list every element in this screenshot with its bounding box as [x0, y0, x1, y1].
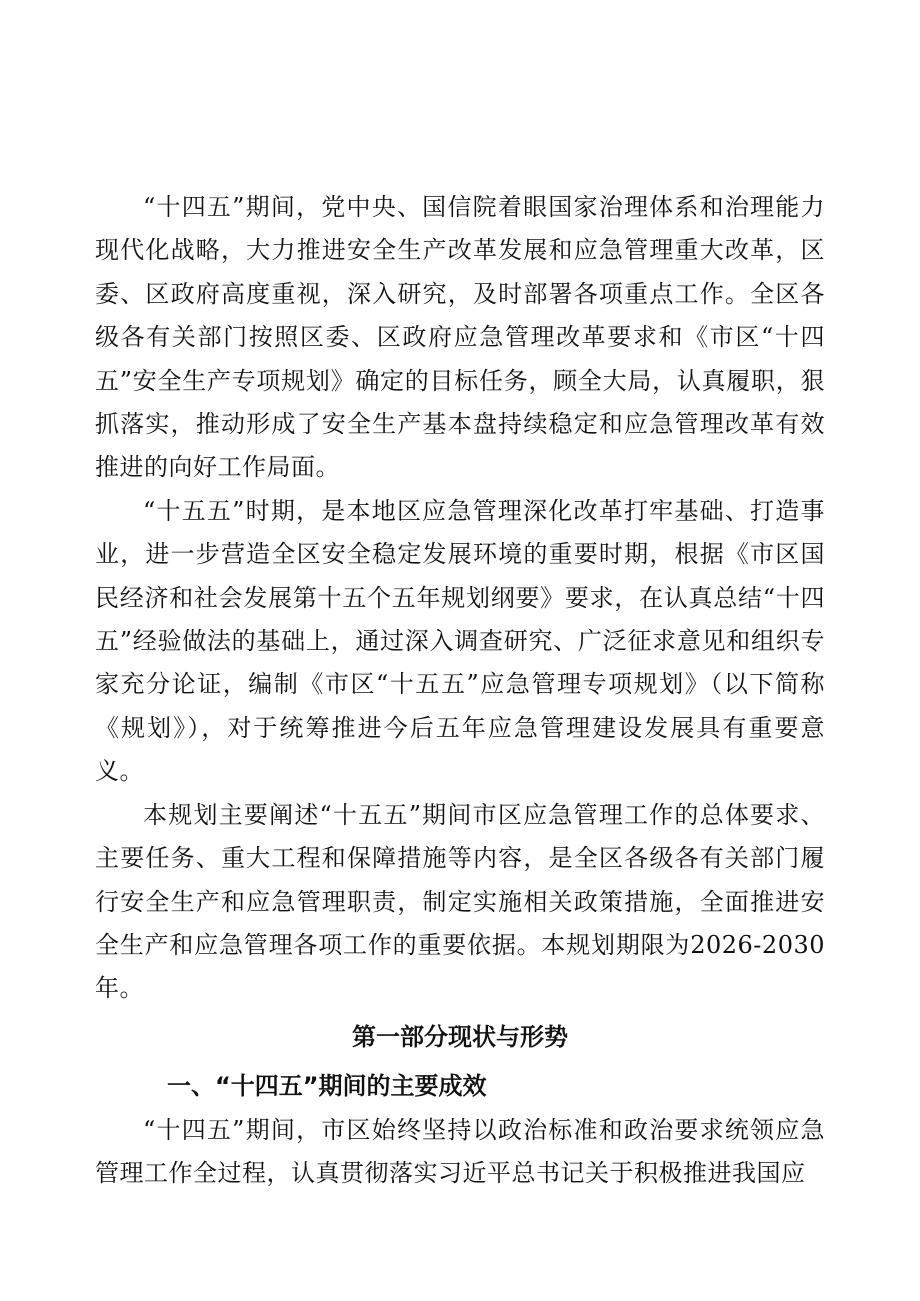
paragraph-intro: “十四五”期间，党中央、国信院着眼国家治理体系和治理能力现代化战略，大力推进安全生产改革发展和应急管理重大改革，区委、区政府高度重视，深入研究，及时部署各项重点工作。全区各级各有关部门按照区委、区政府应急管理改革要求和《市区“十四五”安全生产专项规划》确定的目标任务，顾全大局，认真履职，狠抓落实，推动形成了安全生产基本盘持续稳定和应急管理改革有效推进的向好工作局面。 [95, 193, 825, 482]
section-title: 第一部分现状与形势 [352, 1022, 568, 1051]
subsection-title: 一、“十四五”期间的主要成效 [167, 1071, 487, 1100]
document-body [95, 186, 825, 1196]
paragraph-period: “十五五”时期，是本地区应急管理深化改革打牢基础、打造事业，进一步营造全区安全稳定发展环境的重要时期，根据《市区国民经济和社会发展第十五个五年规划纲要》要求，在认真总结“十四五”经验做法的基础上，通过深入调查研究、广泛征求意见和组织专家充分论证，编制《市区“十五五”应急管理专项规划》（以下简称《规划》），对于统筹推进今后五年应急管理建设发展具有重要意义。 [95, 496, 825, 786]
paragraph-scope: 本规划主要阐述“十五五”期间市区应急管理工作的总体要求、主要任务、重大工程和保障措施等内容，是全区各级各有关部门履行安全生产和应急管理职责，制定实施相关政策措施，全面推进安全生产和应急管理各项工作的重要依据。本规划期限为2026-2030年。 [95, 800, 825, 1003]
paragraph-achievements: “十四五”期间，市区始终坚持以政治标准和政治要求统领应急管理工作全过程，认真贯彻落实习近平总书记关于积极推进我国应 [95, 1115, 825, 1188]
